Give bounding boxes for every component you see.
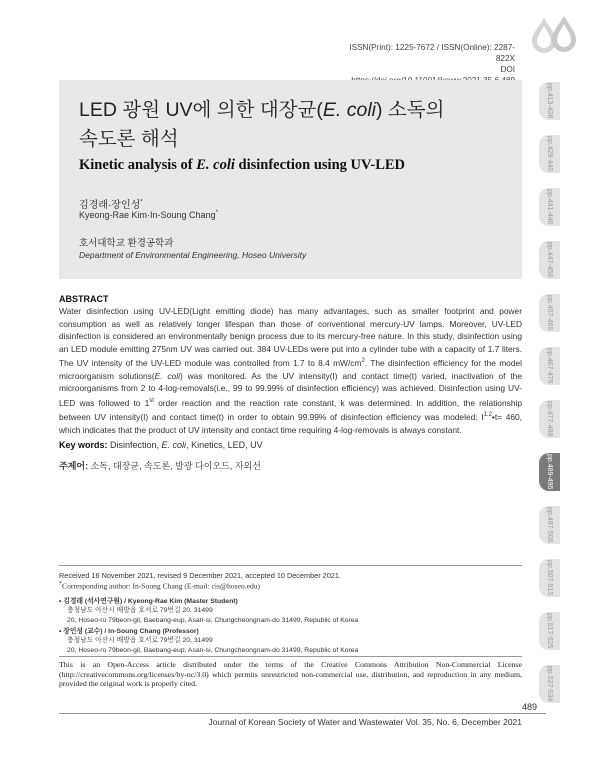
footer-rule [59, 713, 546, 714]
side-tab-pp447-456[interactable] [539, 241, 560, 279]
side-tab-label: pp.441-446 [546, 189, 553, 225]
side-tab-label: pp.507-515 [546, 560, 553, 596]
received-dates: Received 16 November 2021, revised 9 December 2021, accepted 10 December 2021. [59, 571, 341, 580]
authors-korean: 김경래·장인성* [79, 199, 143, 211]
side-tab-pp467-475[interactable] [539, 347, 560, 385]
license-divider [59, 656, 522, 657]
affiliation-korean: 호서대학교 환경공학과 [79, 238, 174, 249]
side-tab-pp489-495[interactable] [539, 453, 560, 491]
side-tab-pp507-515[interactable] [539, 559, 560, 597]
authors-english: Kyeong-Rae Kim·In-Soung Chang* [79, 210, 218, 220]
footnote-divider [59, 565, 522, 566]
side-tab-label: pp.447-456 [546, 242, 553, 278]
affiliation-english: Department of Environmental Engineering, Hoseo University [79, 250, 307, 260]
side-tab-label: pp.477-488 [546, 401, 553, 437]
side-tab-pp497-505[interactable] [539, 506, 560, 544]
side-tab-label: pp.429-440 [546, 136, 553, 172]
side-tab-pp517-525[interactable] [539, 612, 560, 650]
license-text: This is an Open-Access article distributed under the terms of the Creative Commons Attribution Non-Commercial License (http://creativecommons.org/licenses/by-nc/3.0) which permits unrestricted non-commercial use, distribution, and reproduction in any medium, provided the original work is properly cited. [59, 660, 522, 689]
side-tab-label: pp.527-534 [546, 666, 553, 702]
side-tab-pp413-428[interactable] [539, 82, 560, 120]
corresponding-author: *Corresponding author: In-Soung Chang (E-mail: cis@hoseo.edu) [59, 581, 261, 591]
keywords: Key words: Disinfection, E. coli, Kinetics, LED, UV [59, 440, 263, 450]
author-affiliation: • 장인성 (교수) / In-Soung Chang (Professor) 충청남도 아산시 배방읍 호서로 79번길 20, 31499 20, Hoseo-ro 79beon-gil, Baebang-eup, Asan-si, Chungcheongnam-do 31499, Republic of Korea [59, 628, 359, 654]
abstract-body: Water disinfection using UV-LED(Light emitting diode) has many advantages, such as smaller footprint and power consumption as well as relatively longer lifespan than those of conventional mercury-UV lamps. Moreover, UV-LED disinfection is considered an environmentally benign process due to its mercury-free nature. In this study, disinfection using an LED module emitting 275nm UV was carried out. 384 UV-LEDs were put into a cylinder tube with a capacity of 1.7 liters. The UV intensity of the UV-LED module was controlled from 1.7 to 8.4 $mW/cm^2$. The disinfection efficiency for the model microorganism solutions(E. coli) was monitored. As the UV intensity(I) and contact time(t) varied, inactivation of the microorganisms from 2 to 4-log-removals(i.e., 99 to 99.99% of disinfection efficiency) was achieved. Disinfection using UV-LED was followed to 1st order reaction and the reaction rate constant, k was determined. In addition, the relationship between UV intensity(I) and contact time(t) in order to obtain 99.99% of disinfection efficiency was modeled: $I^{1.2}•t= 460$, which indicates that the product of UV intensity and contact time requiring 4-log-removals is always constant. [59, 306, 523, 435]
page-number: 489 [522, 702, 538, 712]
author-affiliation: • 김경래 (석사연구원) / Kyeong-Rae Kim (Master Student) 충청남도 아산시 배방읍 호서로 79번길 20, 31499 20, Hoseo-ro 79beon-gil, Baebang-eup, Asan-si, Chungcheongnam-do 31499, Republic of Korea [59, 598, 359, 624]
side-tab-label: pp.517-525 [546, 613, 553, 649]
side-tab-label: pp.467-475 [546, 348, 553, 384]
side-page-tabs [539, 82, 560, 722]
abstract-heading: ABSTRACT [59, 294, 109, 304]
side-tab-pp457-465[interactable] [539, 294, 560, 332]
english-title: Kinetic analysis of E. coli disinfection using UV-LED [79, 157, 406, 173]
side-tab-label: pp.457-465 [546, 295, 553, 331]
side-tab-pp429-440[interactable] [539, 135, 560, 173]
issn-line: ISSN(Print): 1225-7672 / ISSN(Online): 2287-822X [349, 43, 515, 63]
keywords-korean: 주제어: 소독, 대장균, 속도론, 발광 다이오드, 자외선 [59, 461, 261, 471]
side-tab-label: pp.413-428 [546, 83, 553, 119]
doi-line: DOI [500, 65, 515, 74]
journal-logo-icon [528, 14, 582, 54]
journal-footer: Journal of Korean Society of Water and Wastewater Vol. 35, No. 6, December 2021 [208, 717, 522, 727]
side-tab-pp527-534[interactable] [539, 665, 560, 703]
side-tab-label: pp.497-505 [546, 507, 553, 543]
side-tab-pp441-446[interactable] [539, 188, 560, 226]
side-tab-label: pp.489-495 [546, 454, 553, 490]
side-tab-pp477-488[interactable] [539, 400, 560, 438]
korean-title: LED 광원 UV에 의한 대장균(E. coli) 소독의 속도론 해석 [79, 99, 445, 150]
